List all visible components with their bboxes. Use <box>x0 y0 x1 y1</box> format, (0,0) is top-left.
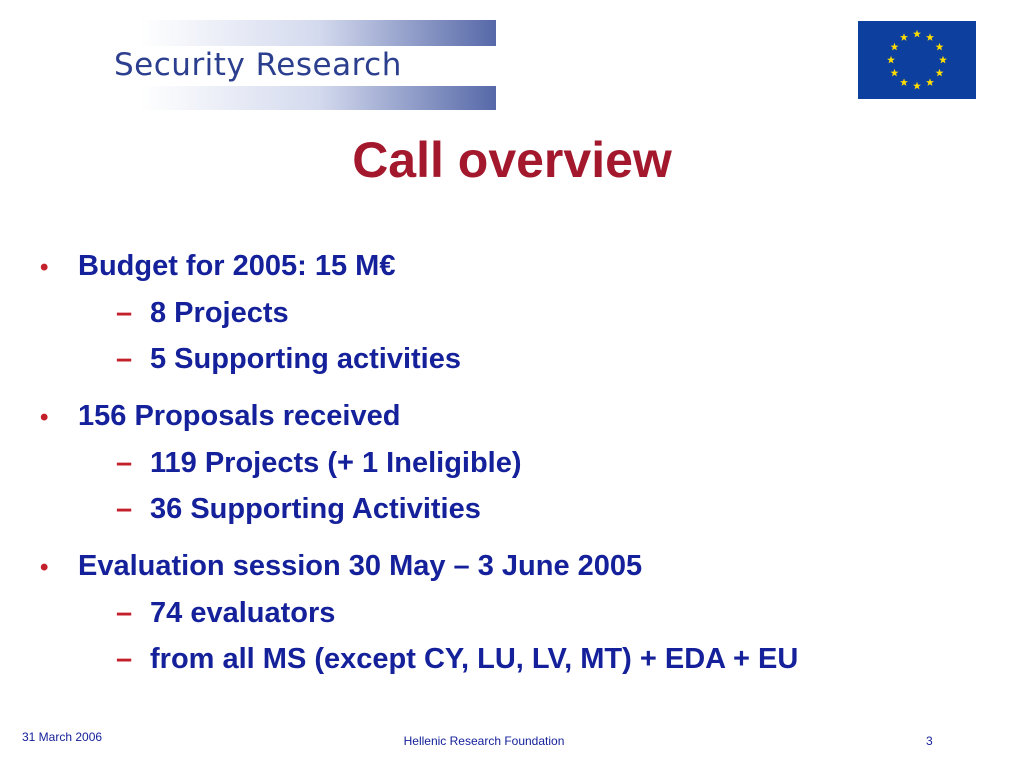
logo-text: Security Research <box>114 47 402 83</box>
bullet-item <box>40 544 1000 590</box>
dash-marker: – <box>116 297 133 329</box>
sub-text: from all MS (except CY, LU, LV, MT) + EDA + EU <box>150 643 799 675</box>
bullet-text: Budget for 2005: 15 M€ <box>78 250 396 282</box>
eu-star-icon <box>936 69 944 77</box>
sub-item <box>40 440 1000 486</box>
sub-text: 119 Projects (+ 1 Ineligible) <box>150 447 522 479</box>
sub-item <box>40 636 1000 682</box>
eu-star-icon <box>887 56 895 64</box>
bullet-marker: • <box>40 254 49 281</box>
eu-star-icon <box>890 69 898 77</box>
sub-text: 74 evaluators <box>150 597 336 629</box>
footer-organization: Hellenic Research Foundation <box>403 734 565 748</box>
slide-content <box>40 240 1000 682</box>
sub-item <box>40 336 1000 382</box>
slide-title: Call overview <box>352 132 672 188</box>
eu-star-icon <box>939 56 947 64</box>
bullet-item <box>40 394 1000 440</box>
eu-star-icon <box>900 78 908 86</box>
eu-star-icon <box>926 78 934 86</box>
dash-marker: – <box>116 447 133 479</box>
bullet-text: 156 Proposals received <box>78 400 401 432</box>
page-number: 3 <box>926 734 933 748</box>
dash-marker: – <box>116 643 133 675</box>
eu-star-icon <box>913 82 921 90</box>
sub-text: 5 Supporting activities <box>150 343 461 375</box>
bullet-item <box>40 244 1000 290</box>
eu-star-icon <box>936 43 944 51</box>
eu-star-icon <box>913 30 921 38</box>
sub-item <box>40 486 1000 532</box>
dash-marker: – <box>116 343 133 375</box>
bullet-text: Evaluation session 30 May – 3 June 2005 <box>78 550 643 582</box>
eu-star-icon <box>900 33 908 41</box>
footer-date: 31 March 2006 <box>22 730 103 744</box>
eu-flag-icon <box>858 21 976 99</box>
sub-item <box>40 590 1000 636</box>
dash-marker: – <box>116 493 133 525</box>
eu-star-icon <box>926 33 934 41</box>
dash-marker: – <box>116 597 133 629</box>
eu-star-icon <box>890 43 898 51</box>
sub-item <box>40 290 1000 336</box>
bullet-marker: • <box>40 554 49 581</box>
bullet-marker: • <box>40 404 49 431</box>
sub-text: 8 Projects <box>150 297 289 329</box>
sub-text: 36 Supporting Activities <box>150 493 481 525</box>
